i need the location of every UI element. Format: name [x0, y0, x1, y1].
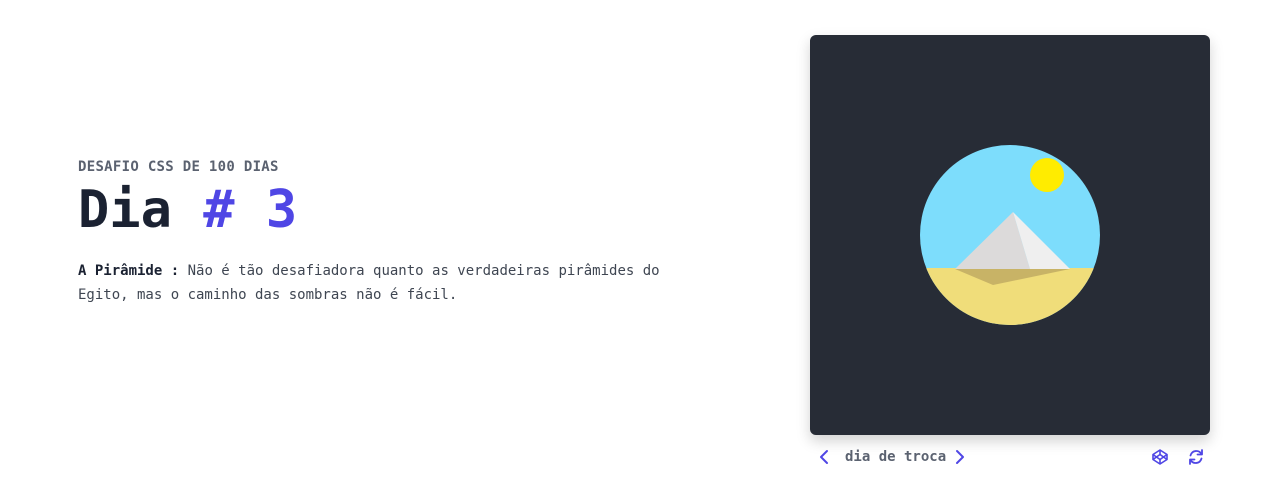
title-prefix: Dia: [78, 180, 204, 240]
previous-day-button[interactable]: [814, 446, 834, 468]
challenge-description: [78, 259, 678, 307]
switch-day-label: dia de troca: [845, 449, 947, 465]
chevron-left-icon: [814, 446, 834, 468]
next-day-button[interactable]: [950, 446, 970, 468]
series-label: DESAFIO CSS DE 100 DIAS: [78, 159, 279, 175]
chevron-right-icon: [950, 446, 970, 468]
sand: [910, 268, 1110, 368]
challenge-text: Não é tão desafiadora quanto as verdadeiras pirâmides do Egito, mas o caminho das sombras não é fácil.: [78, 263, 660, 303]
refresh-icon: [1186, 446, 1206, 468]
page-title: [78, 181, 678, 239]
codepen-icon: [1150, 446, 1170, 468]
refresh-button[interactable]: [1186, 446, 1206, 468]
title-day-number: # 3: [203, 180, 298, 240]
challenge-name: A Pirâmide :: [78, 263, 180, 279]
sun-icon: [1030, 158, 1064, 192]
scene-circle: [910, 135, 1110, 368]
preview-frame: [810, 35, 1210, 435]
challenge-intro: [78, 157, 678, 307]
codepen-button[interactable]: [1150, 446, 1170, 468]
preview-controls: [810, 444, 1210, 470]
pyramid-illustration: [810, 35, 1210, 435]
